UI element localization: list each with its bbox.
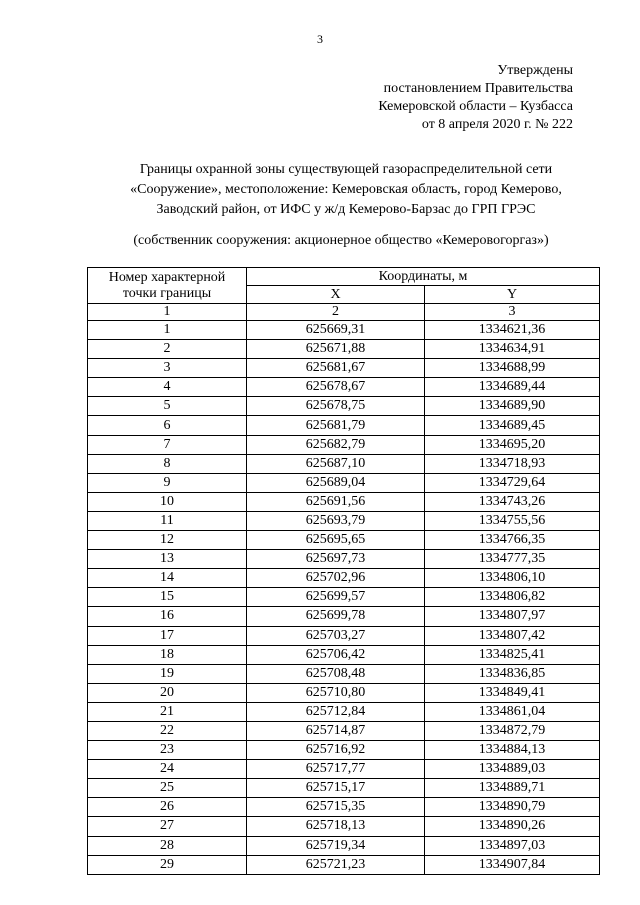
x-coordinate-cell: 625699,57: [247, 588, 425, 607]
point-number-cell: 21: [88, 702, 247, 721]
point-number-cell: 23: [88, 741, 247, 760]
table-row: [88, 645, 600, 664]
table-row: [88, 340, 600, 359]
y-coordinate-cell: 1334889,03: [425, 760, 600, 779]
point-number-cell: 13: [88, 550, 247, 569]
header-point-line1: Номер характерной: [108, 269, 226, 285]
title-line: «Сооружение», местоположение: Кемеровская область, город Кемерово,: [130, 182, 562, 197]
x-coordinate-cell: 625715,17: [247, 779, 425, 798]
x-coordinate-cell: 625712,84: [247, 702, 425, 721]
y-coordinate-cell: 1334872,79: [425, 721, 600, 740]
table-row: [88, 569, 600, 588]
y-coordinate-cell: 1334897,03: [425, 836, 600, 855]
y-coordinate-cell: 1334755,56: [425, 511, 600, 530]
point-number-cell: 20: [88, 683, 247, 702]
table-row: [88, 817, 600, 836]
y-coordinate-cell: 1334836,85: [425, 664, 600, 683]
point-number-cell: 3: [88, 359, 247, 378]
table-row: [88, 741, 600, 760]
y-coordinate-cell: 1334689,45: [425, 416, 600, 435]
y-coordinate-cell: 1334884,13: [425, 741, 600, 760]
y-coordinate-cell: 1334689,44: [425, 378, 600, 397]
column-index: 1: [88, 304, 247, 321]
table-row: [88, 760, 600, 779]
point-number-cell: 6: [88, 416, 247, 435]
column-index: 2: [247, 304, 425, 321]
table-row: [88, 435, 600, 454]
owner-note: (собственник сооружения: акционерное общество «Кемеровогоргаз»): [133, 233, 549, 248]
point-number-cell: 11: [88, 511, 247, 530]
header-x: X: [247, 286, 425, 304]
y-coordinate-cell: 1334695,20: [425, 435, 600, 454]
point-number-cell: 17: [88, 626, 247, 645]
x-coordinate-cell: 625718,13: [247, 817, 425, 836]
table-row: [88, 683, 600, 702]
x-coordinate-cell: 625699,78: [247, 607, 425, 626]
point-number-cell: 9: [88, 473, 247, 492]
x-coordinate-cell: 625708,48: [247, 664, 425, 683]
table-row: [88, 321, 600, 340]
page-number: 3: [317, 32, 323, 46]
point-number-cell: 19: [88, 664, 247, 683]
table-row: [88, 836, 600, 855]
x-coordinate-cell: 625721,23: [247, 855, 425, 874]
y-coordinate-cell: 1334777,35: [425, 550, 600, 569]
x-coordinate-cell: 625669,31: [247, 321, 425, 340]
table-row: [88, 511, 600, 530]
y-coordinate-cell: 1334621,36: [425, 321, 600, 340]
x-coordinate-cell: 625695,65: [247, 531, 425, 550]
point-number-cell: 7: [88, 435, 247, 454]
x-coordinate-cell: 625716,92: [247, 741, 425, 760]
point-number-cell: 25: [88, 779, 247, 798]
table-row: [88, 492, 600, 511]
table-body: [88, 321, 600, 875]
table-row: [88, 664, 600, 683]
table-row: [88, 359, 600, 378]
y-coordinate-cell: 1334689,90: [425, 397, 600, 416]
point-number-cell: 24: [88, 760, 247, 779]
table-row: [88, 473, 600, 492]
table-row: [88, 397, 600, 416]
point-number-cell: 18: [88, 645, 247, 664]
table-row: [88, 550, 600, 569]
header-point-number: [88, 268, 247, 304]
point-number-cell: 2: [88, 340, 247, 359]
point-number-cell: 10: [88, 492, 247, 511]
table-row: [88, 588, 600, 607]
y-coordinate-cell: 1334634,91: [425, 340, 600, 359]
x-coordinate-cell: 625678,75: [247, 397, 425, 416]
x-coordinate-cell: 625697,73: [247, 550, 425, 569]
point-number-cell: 14: [88, 569, 247, 588]
point-number-cell: 15: [88, 588, 247, 607]
approval-line: Утверждены: [497, 63, 573, 78]
x-coordinate-cell: 625682,79: [247, 435, 425, 454]
point-number-cell: 22: [88, 721, 247, 740]
y-coordinate-cell: 1334825,41: [425, 645, 600, 664]
x-coordinate-cell: 625691,56: [247, 492, 425, 511]
x-coordinate-cell: 625719,34: [247, 836, 425, 855]
table-row: [88, 626, 600, 645]
point-number-cell: 4: [88, 378, 247, 397]
y-coordinate-cell: 1334807,42: [425, 626, 600, 645]
table-row: [88, 702, 600, 721]
y-coordinate-cell: 1334729,64: [425, 473, 600, 492]
table-row: [88, 855, 600, 874]
point-number-cell: 27: [88, 817, 247, 836]
x-coordinate-cell: 625703,27: [247, 626, 425, 645]
point-number-cell: 26: [88, 798, 247, 817]
header-point-line2: точки границы: [122, 285, 212, 301]
point-number-cell: 5: [88, 397, 247, 416]
y-coordinate-cell: 1334849,41: [425, 683, 600, 702]
x-coordinate-cell: 625678,67: [247, 378, 425, 397]
x-coordinate-cell: 625710,80: [247, 683, 425, 702]
table-row: [88, 454, 600, 473]
table-row: [88, 531, 600, 550]
y-coordinate-cell: 1334907,84: [425, 855, 600, 874]
header-y: Y: [425, 286, 600, 304]
table-row: [88, 798, 600, 817]
x-coordinate-cell: 625715,35: [247, 798, 425, 817]
y-coordinate-cell: 1334806,10: [425, 569, 600, 588]
x-coordinate-cell: 625693,79: [247, 511, 425, 530]
point-number-cell: 29: [88, 855, 247, 874]
table-row: [88, 378, 600, 397]
x-coordinate-cell: 625681,79: [247, 416, 425, 435]
x-coordinate-cell: 625671,88: [247, 340, 425, 359]
y-coordinate-cell: 1334766,35: [425, 531, 600, 550]
y-coordinate-cell: 1334890,79: [425, 798, 600, 817]
point-number-cell: 1: [88, 321, 247, 340]
approval-line: постановлением Правительства: [383, 81, 573, 96]
approval-block: [378, 62, 573, 134]
point-number-cell: 8: [88, 454, 247, 473]
y-coordinate-cell: 1334861,04: [425, 702, 600, 721]
header-coordinates: Координаты, м: [247, 268, 600, 286]
x-coordinate-cell: 625717,77: [247, 760, 425, 779]
y-coordinate-cell: 1334807,97: [425, 607, 600, 626]
x-coordinate-cell: 625702,96: [247, 569, 425, 588]
x-coordinate-cell: 625706,42: [247, 645, 425, 664]
table-row: [88, 416, 600, 435]
y-coordinate-cell: 1334743,26: [425, 492, 600, 511]
y-coordinate-cell: 1334718,93: [425, 454, 600, 473]
title-line: Границы охранной зоны существующей газораспределительной сети: [139, 162, 553, 177]
x-coordinate-cell: 625689,04: [247, 473, 425, 492]
point-number-cell: 12: [88, 531, 247, 550]
table-row: [88, 721, 600, 740]
x-coordinate-cell: 625714,87: [247, 721, 425, 740]
approval-line: Кемеровской области – Кузбасса: [378, 99, 573, 114]
document-title: [0, 160, 640, 220]
y-coordinate-cell: 1334806,82: [425, 588, 600, 607]
point-number-cell: 28: [88, 836, 247, 855]
y-coordinate-cell: 1334688,99: [425, 359, 600, 378]
y-coordinate-cell: 1334890,26: [425, 817, 600, 836]
coordinates-table: [87, 267, 600, 875]
approval-line: от 8 апреля 2020 г. № 222: [421, 117, 573, 132]
column-index: 3: [425, 304, 600, 321]
x-coordinate-cell: 625681,67: [247, 359, 425, 378]
x-coordinate-cell: 625687,10: [247, 454, 425, 473]
point-number-cell: 16: [88, 607, 247, 626]
table-row: [88, 779, 600, 798]
table-row: [88, 607, 600, 626]
title-line: Заводский район, от ИФС у ж/д Кемерово-Барзас до ГРП ГРЭС: [156, 202, 536, 217]
y-coordinate-cell: 1334889,71: [425, 779, 600, 798]
